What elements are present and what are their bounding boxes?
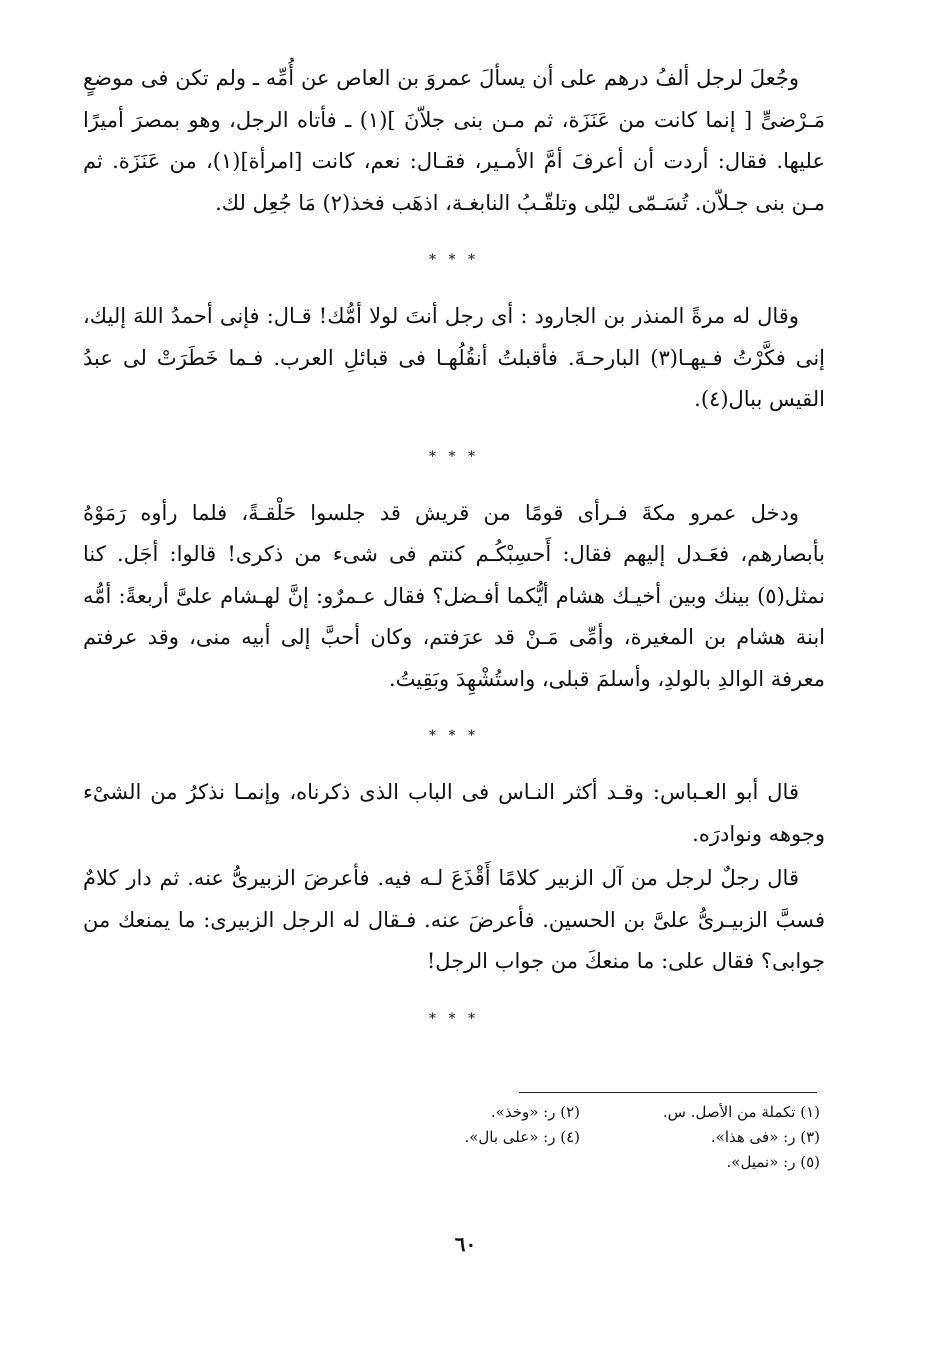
paragraph-zubayri: قال رجلٌ لرجل من آل الزبير كلامًا أَقْذَعَ لـه فيه. فأعرضَ الزبيرىُّ عنه. ثم دار كلامٌ فسبَّ الزبيـرىُّ علىَّ بن الحسين. فأعرضَ عنه. فـقال له الرجل الزبيرى: ما يمنعك من جوابى؟ فقال على: ما منعكَ من جواب الرجل!: [83, 866, 825, 973]
footnote-3: (٣) ر: «فى هذا».: [710, 1128, 820, 1146]
main-text: [83, 58, 825, 1055]
footnote-rule: [519, 1092, 817, 1093]
footnote-2: (٢) ر: «وخذ».: [490, 1103, 580, 1121]
footnotes: [340, 1100, 820, 1175]
paragraph-abul-abbas: قال أبو العـباس: وقـد أكثر النـاس فى الباب الذى ذكرناه، وإنمـا نذكرُ من الشىْء وجوهه ونوادرَه.: [83, 780, 825, 846]
footnote-1: (١) تكملة من الأصل. س.: [662, 1103, 820, 1121]
footnote-4: (٤) ر: «على بال».: [464, 1128, 580, 1146]
footnote-row: [340, 1150, 820, 1175]
section-separator: * * *: [429, 448, 479, 465]
paragraph-amr-mother: وجُعلَ لرجل ألفُ درهم على أن يسألَ عمروَ بن العاص عن أُمِّه ـ ولم تكن فى موضعٍ مَـرْضىٍّ [ إنما كانت من عَنَزَة، ثم مـن بنى جلاّنَ ](١) ـ فأتاه الرجل، وهو بمصرَ أميرًا عليها. فقال: أردت أن أعرفَ أمَّ الأمـير، فقـال: نعم، كانت [امرأة](١)، من عَنَزَة. ثم مـن بنى جـلاّن. تُسَـمّى ليْلى وتلقّـبُ النابغـة، اذهَب فخذ(٢) مَا جُعِل لك.: [83, 66, 826, 215]
section-separator: * * *: [429, 1010, 479, 1027]
page-number: ٦٠: [454, 1232, 477, 1256]
footnote-5: (٥) ر: «نميل».: [726, 1153, 820, 1171]
section-separator: * * *: [429, 728, 479, 744]
footnote-row: [340, 1100, 820, 1125]
paragraph-mundhir: وقال له مرةً المنذر بن الجارود : أى رجل أنتَ لولا أمُّك! قـال: فإنى أحمدُ اللهَ إليك، إنى فكَّرْتُ فـيهـا(٣) البارحـةَ. فأقبلتُ أنقُلُهـا فى قبائلِ العرب. فـما خَطَرَتْ لى عبدُ القيس ببال(٤).: [83, 304, 825, 411]
footnote-row: [340, 1125, 820, 1150]
paragraph-mecca: ودخل عمرو مكةَ فـرأى قومًا من قريش قد جلسوا حَلْقـةً، فلما رأوه رَمَوْهُ بأبصارهم، فعَـدل إليهم فقال: أَحسِبْكُـم كنتم فى شىء من ذكرى! قالوا: أجَل. كنا نمثل(٥) بينك وبين أخيـك هشام أيُّكما أفـضل؟ فقال عـمرٌو: إنَّ لهـشام علىَّ أربعةً: أمُّه ابنة هشام بن المغيرة، وأمِّى مَـنْ قد عرَفتم، وكان أحبَّ إلى أبيه منى، وقد عرفتم معرفة الوالدِ بالولدِ، وأسلمَ قبلى، واستُشْهِدَ وبَقِيتُ.: [83, 500, 825, 691]
section-separator: * * *: [429, 252, 479, 268]
